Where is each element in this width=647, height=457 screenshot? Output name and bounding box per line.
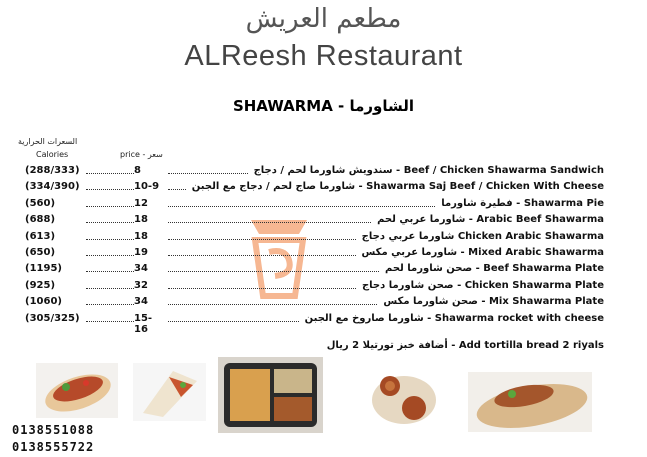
item-price: 34 xyxy=(134,296,148,308)
item-name: صحن شاورما مكس - Mix Shawarma Plate xyxy=(383,296,604,308)
dot-leader xyxy=(168,173,248,174)
menu-item-row xyxy=(0,312,647,335)
item-calories: (560) xyxy=(25,197,56,209)
dot-leader xyxy=(86,255,134,256)
item-price: 10-9 xyxy=(134,181,160,193)
item-calories: (688) xyxy=(25,214,56,226)
section-title: SHAWARMA - الشاورما xyxy=(232,97,415,115)
menu-item-row xyxy=(0,280,647,296)
item-name: شاورما عربي دجاج Chicken Arabic Shawarma xyxy=(361,230,604,242)
item-price: 12 xyxy=(134,197,148,209)
menu-item-row xyxy=(0,247,647,263)
menu-item-row xyxy=(0,181,647,197)
item-name: صحن شاورما لحم - Beef Shawarma Plate xyxy=(385,263,604,275)
dot-leader xyxy=(168,288,356,289)
item-name: شاورما صاروخ مع الجبن - Shawarma rocket with cheese xyxy=(304,312,604,324)
dot-leader xyxy=(86,206,134,207)
dot-leader xyxy=(168,304,377,305)
item-calories: (650) xyxy=(25,247,56,258)
shawarma-roll-photo xyxy=(368,360,440,432)
dot-leader xyxy=(86,222,134,223)
dot-leader xyxy=(168,206,435,207)
menu-item-row xyxy=(0,198,647,214)
dot-leader xyxy=(86,239,134,240)
calories-header-english: Calories xyxy=(36,150,69,159)
item-calories: (613) xyxy=(25,230,56,242)
item-price: 15-16 xyxy=(134,312,153,335)
item-price: 19 xyxy=(134,247,148,258)
menu-item-row xyxy=(0,231,647,247)
menu-item-row xyxy=(0,296,647,312)
dot-leader xyxy=(168,189,186,190)
dot-leader xyxy=(86,173,134,174)
dot-leader xyxy=(86,189,134,190)
dot-leader xyxy=(168,222,371,223)
item-price: 32 xyxy=(134,279,148,291)
dot-leader xyxy=(86,271,134,272)
dot-leader xyxy=(168,255,356,256)
restaurant-name-english: ALReesh Restaurant xyxy=(184,40,463,72)
wrap-photo-3 xyxy=(468,372,592,432)
item-calories: (925) xyxy=(25,279,56,291)
shawarma-plate-photo xyxy=(218,357,323,433)
dot-leader xyxy=(86,288,134,289)
dot-leader xyxy=(168,321,299,322)
item-calories: (1195) xyxy=(25,263,62,275)
item-price: 18 xyxy=(134,214,148,226)
dot-leader xyxy=(86,321,134,322)
item-name: فطيرة شاورما - Shawarma Pie xyxy=(441,197,604,209)
wrap-photo-1 xyxy=(36,363,118,418)
dot-leader xyxy=(168,239,356,240)
item-calories: (1060) xyxy=(25,296,62,308)
phone-number-1: 0138551088 xyxy=(12,423,95,437)
calories-header-arabic: السعرات الحرارية xyxy=(18,137,78,146)
tortilla-note: أضافة خبز تورتيلا 2 ريال - Add tortilla bread 2 riyals xyxy=(326,340,604,351)
menu-item-row xyxy=(0,263,647,279)
item-calories: (334/390) xyxy=(25,181,80,193)
item-name: شاورما عربي لحم - Arabic Beef Shawarma xyxy=(377,214,604,226)
item-price: 8 xyxy=(134,165,141,176)
item-price: 18 xyxy=(134,230,148,242)
item-name: صحن شاورما دجاج - Chicken Shawarma Plate xyxy=(361,279,604,291)
dot-leader xyxy=(168,271,379,272)
item-calories: (305/325) xyxy=(25,312,80,324)
restaurant-name-arabic: مطعم العريش xyxy=(245,4,402,34)
menu-item-row xyxy=(0,165,647,181)
menu-item-row xyxy=(0,214,647,230)
wrap-photo-2 xyxy=(133,363,206,421)
item-name: شاورما صاج لحم / دجاج مع الجبن - Shawarma Saj Beef / Chicken With Cheese xyxy=(191,181,604,193)
price-header: price - سعر xyxy=(120,150,163,159)
item-name: سندويش شاورما لحم / دجاج - Beef / Chicken Shawarma Sandwich xyxy=(253,165,604,176)
phone-number-2: 0138555722 xyxy=(12,440,95,454)
item-price: 34 xyxy=(134,263,148,275)
item-calories: (288/333) xyxy=(25,165,80,176)
item-name: شاورما عربي مكس - Mixed Arabic Shawarma xyxy=(361,247,604,258)
dot-leader xyxy=(86,304,134,305)
